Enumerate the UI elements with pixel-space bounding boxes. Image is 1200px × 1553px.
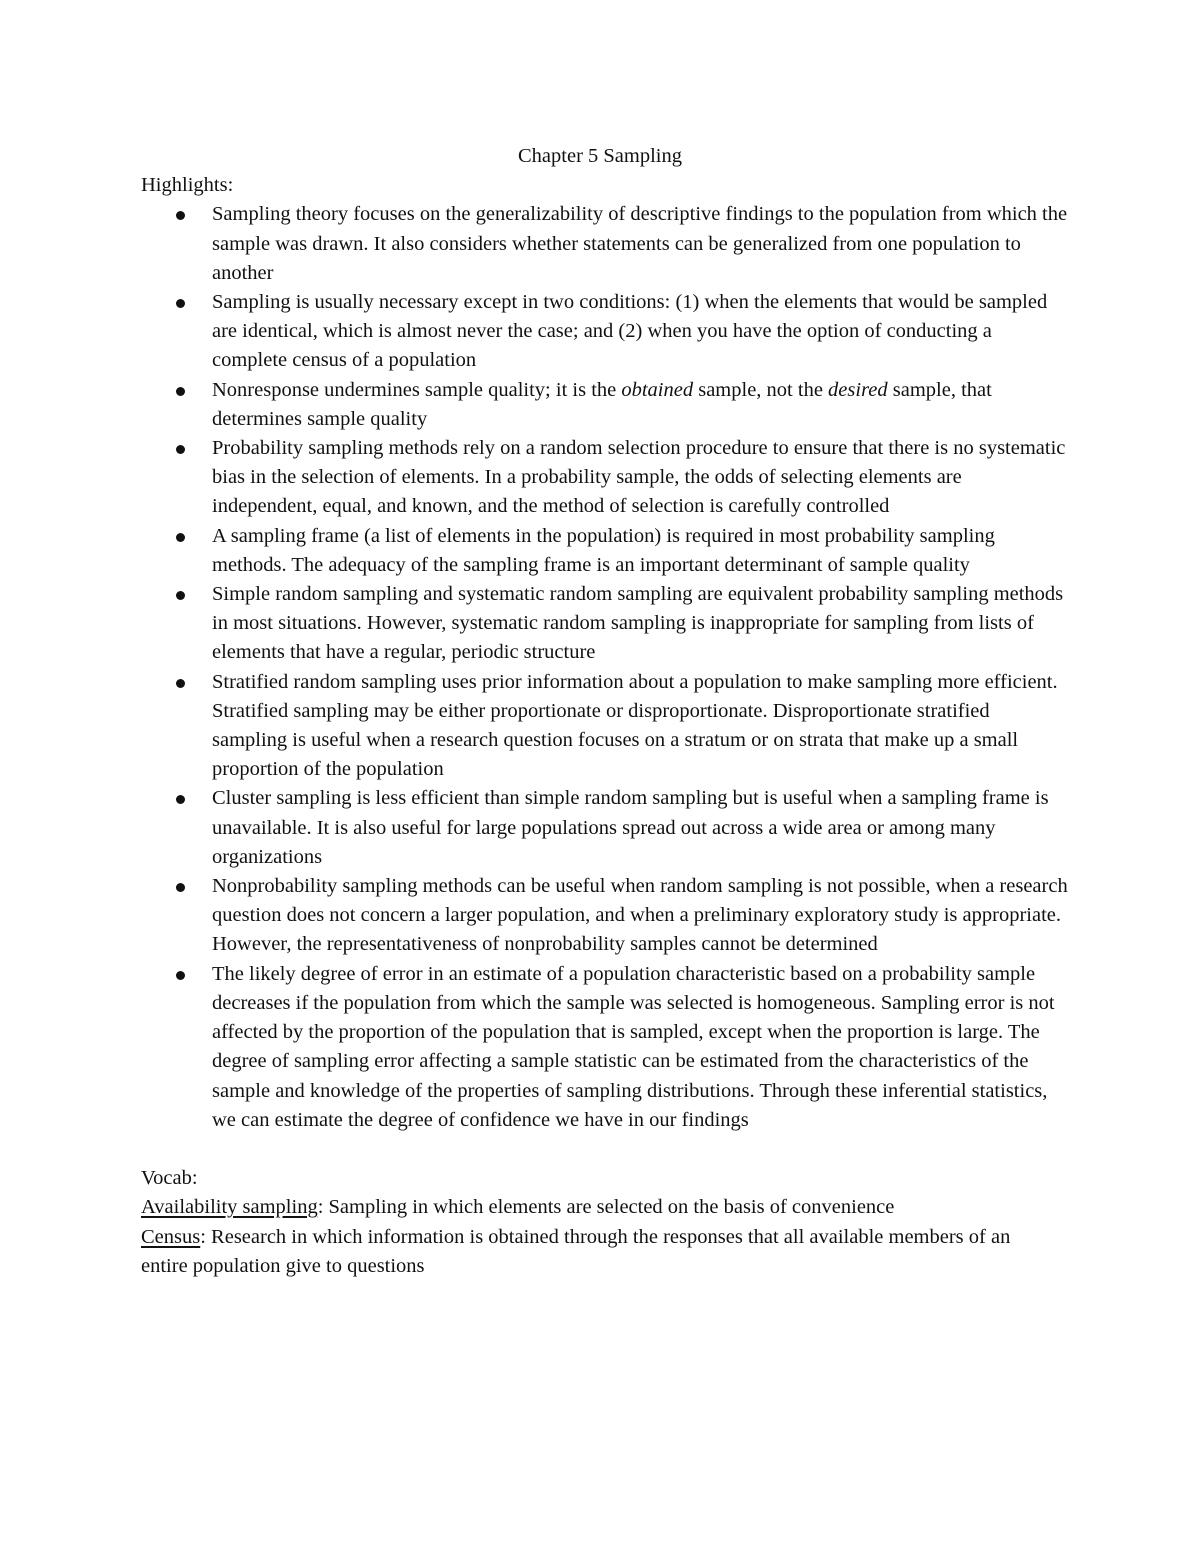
- highlight-item: [141, 288, 1068, 376]
- highlight-text: Sampling theory focuses on the generalizability of descriptive findings to the population from which the sample was drawn. It also considers whether statements can be generalized from one population to another: [212, 203, 1068, 284]
- bullet-icon: [176, 795, 185, 804]
- highlight-emphasis: desired: [828, 378, 888, 401]
- bullet-icon: [176, 533, 185, 542]
- highlight-item: [141, 960, 1068, 1135]
- highlight-text: A sampling frame (a list of elements in the population) is required in most probability sampling methods. The adequacy of the sampling frame is an important determinant of sample quality: [212, 524, 995, 576]
- highlight-text: Nonprobability sampling methods can be useful when random sampling is not possible, when a research question does not concern a larger population, and when a preliminary exploratory study is appropriate. However, the representativeness of nonprobability samples cannot be determined: [212, 875, 1068, 956]
- highlight-item: [141, 434, 1068, 522]
- highlight-text: The likely degree of error in an estimate of a population characteristic based on a probability sample decreases if the population from which the sample was selected is homogeneous. Sampling error is not affected by the proportion of the population that is sampled, except when the proportion is large. The degree of sampling error affecting a sample statistic can be estimated from the characteristics of the sample and knowledge of the properties of sampling distributions. Through these inferential statistics, we can estimate the degree of confidence we have in our findings: [212, 962, 1055, 1131]
- highlight-text-part: sample, that determines sample quality: [212, 378, 992, 430]
- document-body: [141, 142, 1071, 1281]
- highlight-text: Stratified random sampling uses prior information about a population to make sampling more efficient. Stratified sampling may be either proportionate or disproportionate. Disproportionate stratified sampling is useful when a research question focuses on a stratum or on strata that make up a small proportion of the population: [212, 670, 1058, 781]
- bullet-icon: [176, 299, 185, 308]
- bullet-icon: [176, 971, 185, 980]
- highlight-item: [141, 200, 1068, 288]
- page-title: Chapter 5 Sampling: [518, 145, 682, 167]
- highlight-item: [141, 580, 1068, 668]
- highlight-text-part: Nonresponse undermines sample quality; it is the: [212, 378, 622, 401]
- highlight-text: Probability sampling methods rely on a random selection procedure to ensure that there is no systematic bias in the selection of elements. In a probability sample, the odds of selecting elements are independent, equal, and known, and the method of selection is carefully controlled: [212, 437, 1066, 518]
- vocab-entry: [141, 1193, 1041, 1222]
- highlights-list: [141, 200, 1071, 1135]
- highlight-text: Simple random sampling and systematic random sampling are equivalent probability sampling methods in most situations. However, systematic random sampling is inappropriate for sampling from lists of elements that have a regular, periodic structure: [212, 583, 1064, 664]
- highlight-item: [141, 784, 1068, 872]
- highlight-item: [141, 376, 1068, 434]
- highlight-item: [141, 522, 1068, 580]
- bullet-icon: [176, 445, 185, 454]
- highlight-text: Cluster sampling is less efficient than simple random sampling but is useful when a sampling frame is unavailable. It is also useful for large populations spread out across a wide area or among many organizations: [212, 787, 1049, 868]
- vocab-definition: : Research in which information is obtained through the responses that all available members of an entire population give to questions: [141, 1225, 1011, 1277]
- highlight-item: [141, 668, 1068, 785]
- bullet-icon: [176, 883, 185, 892]
- highlight-item: [141, 872, 1068, 960]
- highlights-heading: Highlights:: [141, 174, 234, 197]
- vocab-definition: : Sampling in which elements are selected on the basis of convenience: [317, 1196, 895, 1219]
- highlight-text-part: sample, not the: [693, 378, 829, 401]
- vocab-term: Availability sampling: [141, 1196, 318, 1219]
- bullet-icon: [176, 211, 185, 220]
- bullet-icon: [176, 387, 185, 396]
- section-spacer: [141, 1135, 1071, 1164]
- highlight-text: Sampling is usually necessary except in two conditions: (1) when the elements that would be sampled are identical, which is almost never the case; and (2) when you have the option of conducting a complete census of a population: [212, 291, 1048, 372]
- vocab-term: Census: [141, 1225, 201, 1248]
- bullet-icon: [176, 591, 185, 600]
- vocab-heading: Vocab:: [141, 1167, 198, 1190]
- bullet-icon: [176, 679, 185, 688]
- vocab-entry: [141, 1223, 1041, 1281]
- highlight-emphasis: obtained: [621, 378, 694, 401]
